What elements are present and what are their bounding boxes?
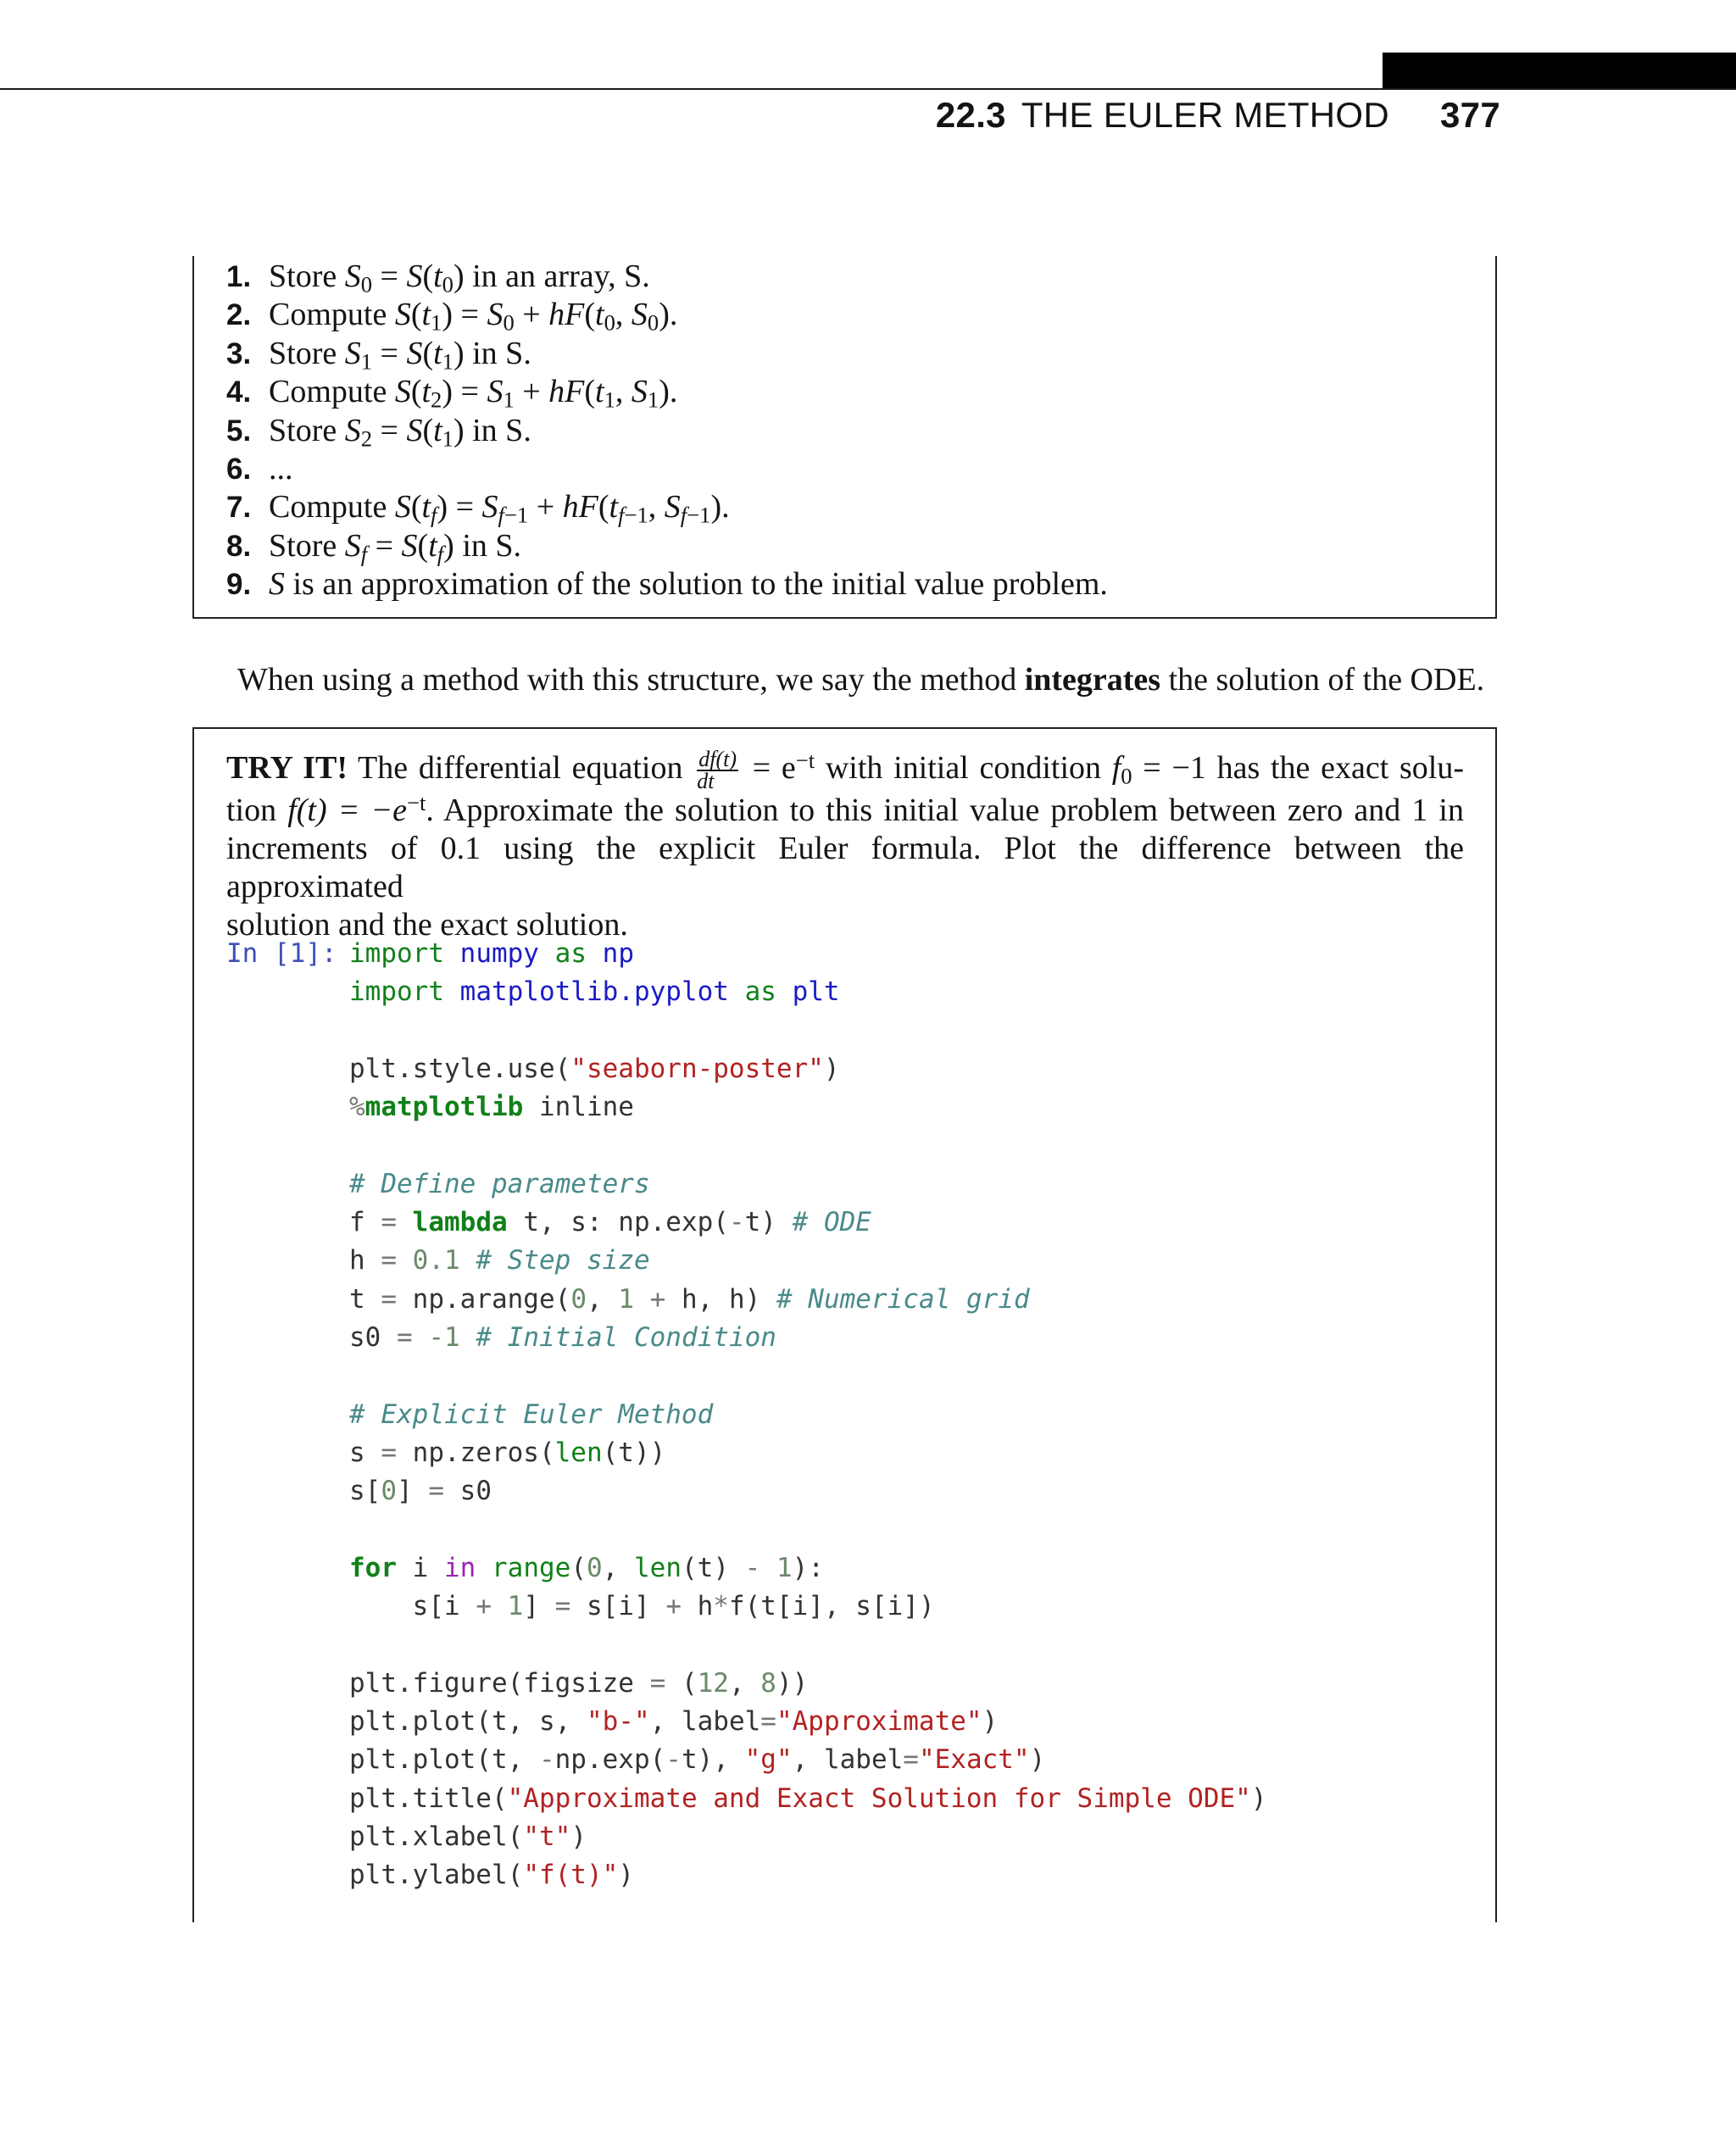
list-item bbox=[226, 296, 1108, 334]
step-number: 7. bbox=[226, 491, 252, 525]
code-line-blank bbox=[226, 1357, 1267, 1395]
code-line-8: f = lambda t, s: np.exp(-t) # ODE bbox=[349, 1207, 871, 1238]
code-line-blank bbox=[226, 1012, 1267, 1050]
step-text: Store $S_0 = S(t_0)$ in an array, S. bbox=[269, 259, 650, 298]
step-number: 2. bbox=[226, 298, 252, 332]
try-it-text bbox=[226, 749, 1464, 944]
code-line-blank bbox=[226, 1126, 1267, 1165]
step-number: 8. bbox=[226, 529, 252, 563]
step-number: 4. bbox=[226, 375, 252, 409]
list-item bbox=[226, 373, 1108, 411]
derivative-fraction: $\frac{df(t)}{dt}$ bbox=[697, 747, 737, 794]
code-line-22: plt.plot(t, -np.exp(-t), "g", label="Exact") bbox=[349, 1744, 1046, 1776]
code-line-5: %matplotlib inline bbox=[349, 1092, 634, 1123]
step-text: S is an approximation of the solution to the initial value problem. bbox=[269, 566, 1108, 603]
try-it-label: TRY IT! bbox=[226, 750, 348, 786]
step-number: 6. bbox=[226, 452, 252, 486]
cell-prompt: In [1]: bbox=[226, 938, 337, 969]
code-line-14: s = np.zeros(len(t)) bbox=[349, 1437, 666, 1468]
list-item bbox=[226, 258, 1108, 296]
try-it-line-2: tion $f(t) = -e^{-t}$. Approximate the solution to this initial value problem between zero and 1 in bbox=[226, 790, 1464, 829]
step-number: 3. bbox=[226, 336, 252, 370]
code-line-25: plt.ylabel("f(t)") bbox=[349, 1860, 634, 1891]
list-item bbox=[226, 450, 1108, 488]
code-cell bbox=[226, 935, 1267, 1894]
list-item bbox=[226, 565, 1108, 603]
step-number: 1. bbox=[226, 260, 252, 293]
code-line-21: plt.plot(t, s, "b-", label="Approximate") bbox=[349, 1705, 999, 1737]
code-line-10: t = np.arange(0, 1 + h, h) # Numerical grid bbox=[349, 1283, 1030, 1315]
code-line-9: h = 0.1 # Step size bbox=[349, 1245, 650, 1276]
list-item bbox=[226, 335, 1108, 373]
code-line-1: In [1]: import numpy as np bbox=[226, 935, 1267, 973]
code-line-20: plt.figure(figsize = (12, 8)) bbox=[349, 1667, 809, 1699]
step-text: ... bbox=[269, 450, 293, 487]
code-line-17: for i in range(0, len(t) - 1): bbox=[349, 1552, 824, 1583]
header-rule bbox=[0, 88, 1736, 90]
section-title: THE EULER METHOD bbox=[1021, 95, 1390, 135]
step-text: Compute $S(t_2) = S_1 + hF(t_1$, $S_1$). bbox=[269, 374, 678, 413]
list-item bbox=[226, 412, 1108, 450]
code-line-23: plt.title("Approximate and Exact Solution for Simple ODE") bbox=[349, 1782, 1267, 1814]
code-line-7: # Define parameters bbox=[349, 1168, 650, 1199]
try-it-line-1: TRY IT! The differential equation $\frac{df(t)}{dt}$ = $e^{-t}$ with initial condition $f_0 = -1$ has the exact solu- bbox=[226, 747, 1464, 794]
try-it-box bbox=[192, 727, 1497, 1922]
body-paragraph: When using a method with this structure, we say the method integrates the solution of the ODE. bbox=[237, 662, 1485, 698]
step-text: Store $S_1 = S(t_1)$ in S. bbox=[269, 335, 531, 375]
code-line-4: plt.style.use("seaborn-poster") bbox=[349, 1053, 840, 1084]
algorithm-box bbox=[192, 256, 1497, 619]
code-line-2: import matplotlib.pyplot as plt bbox=[349, 976, 840, 1008]
code-line-15: s[0] = s0 bbox=[349, 1476, 492, 1507]
code-line-18: s[i + 1] = s[i] + h*f(t[i], s[i]) bbox=[349, 1591, 935, 1622]
bold-term: integrates bbox=[1024, 662, 1161, 698]
code-line-11: s0 = -1 # Initial Condition bbox=[349, 1321, 776, 1353]
list-item bbox=[226, 488, 1108, 526]
code-line-blank bbox=[226, 1510, 1267, 1549]
algorithm-steps bbox=[226, 258, 1108, 604]
step-text: Store $S_f = S(t_f)$ in S. bbox=[269, 527, 522, 567]
running-head bbox=[936, 95, 1500, 136]
code-line-13: # Explicit Euler Method bbox=[349, 1399, 714, 1430]
header-black-bar bbox=[1383, 53, 1736, 90]
step-number: 9. bbox=[226, 568, 252, 602]
try-it-line-4: solution and the exact solution. bbox=[226, 907, 628, 943]
step-text: Store $S_2 = S(t_1)$ in S. bbox=[269, 412, 531, 452]
step-text: Compute $S(t_f) = S_{f-1} + hF(t_{f-1}$, $S_{f-1}$). bbox=[269, 489, 730, 528]
try-it-line-3: increments of 0.1 using the explicit Euler formula. Plot the difference between the approximated bbox=[226, 831, 1464, 905]
step-text: Compute $S(t_1) = S_0 + hF(t_0$, $S_0$). bbox=[269, 297, 678, 336]
list-item bbox=[226, 527, 1108, 565]
step-number: 5. bbox=[226, 414, 252, 448]
code-line-blank bbox=[226, 1626, 1267, 1664]
page-number: 377 bbox=[1440, 95, 1500, 135]
section-number: 22.3 bbox=[935, 95, 1006, 135]
code-line-24: plt.xlabel("t") bbox=[349, 1821, 587, 1852]
